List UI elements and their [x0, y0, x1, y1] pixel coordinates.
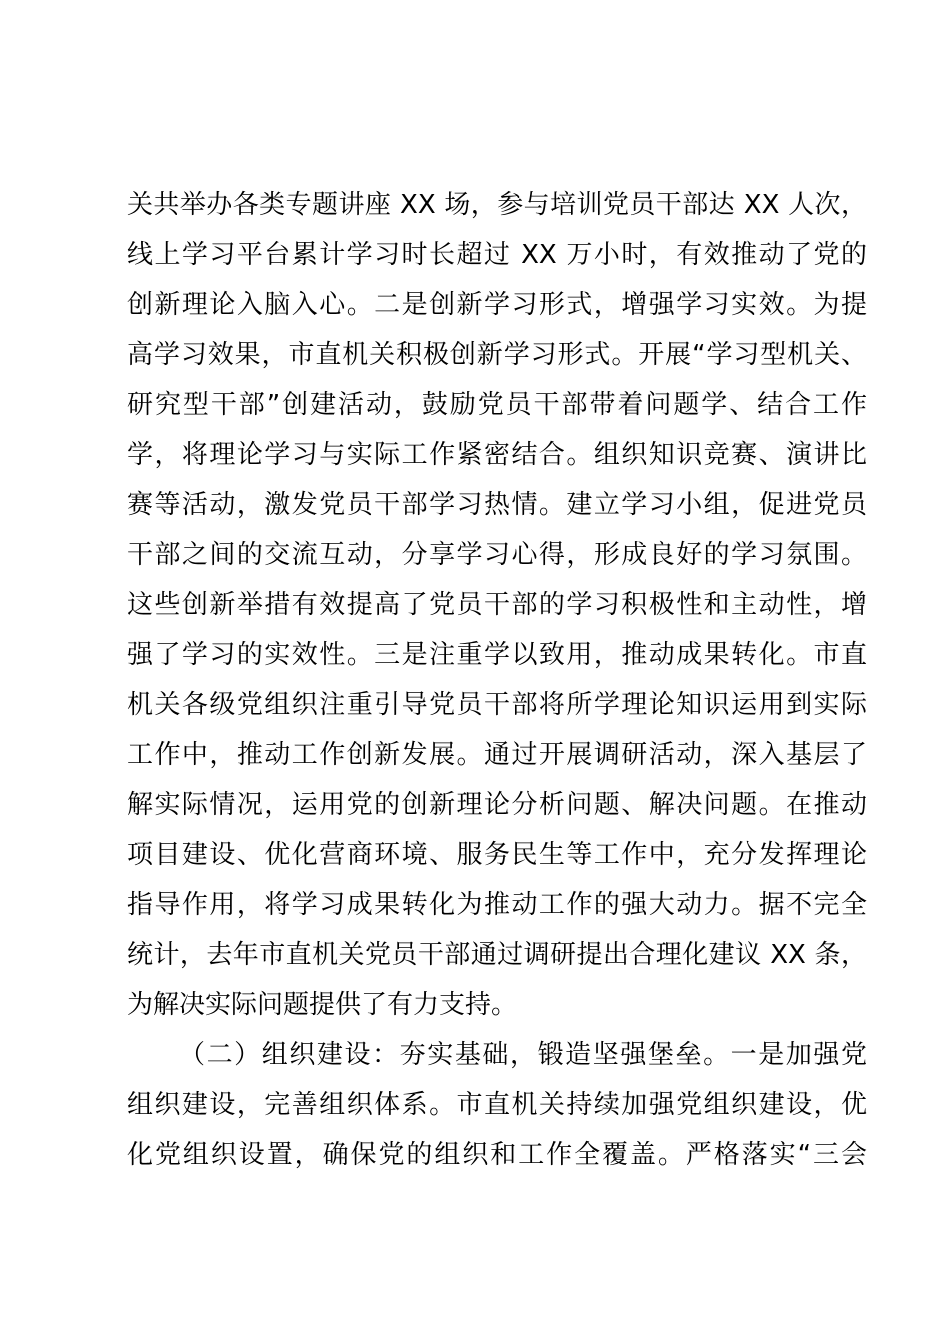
text-line: 组织建设，完善组织体系。市直机关持续加强党组织建设，优: [127, 1090, 867, 1120]
text-line: 学，将理论学习与实际工作紧密结合。组织知识竞赛、演讲比: [127, 440, 867, 470]
text-line: 干部之间的交流互动，分享学习心得，形成良好的学习氛围。: [127, 540, 867, 570]
text-line: 化党组织设置，确保党的组织和工作全覆盖。严格落实“三会: [127, 1140, 867, 1170]
text-line: 解实际情况，运用党的创新理论分析问题、解决问题。在推动: [127, 790, 867, 820]
text-line: 项目建设、优化营商环境、服务民生等工作中，充分发挥理论: [127, 840, 867, 870]
text-line: 统计，去年市直机关党员干部通过调研提出合理化建议 XX 条，: [127, 940, 867, 970]
text-line: 赛等活动，激发党员干部学习热情。建立学习小组，促进党员: [127, 490, 867, 520]
text-line: 强了学习的实效性。三是注重学以致用，推动成果转化。市直: [127, 640, 867, 670]
text-line: 这些创新举措有效提高了党员干部的学习积极性和主动性，增: [127, 590, 867, 620]
section-heading-line: （二）组织建设：夯实基础，锻造坚强堡垒。一是加强党: [179, 1040, 867, 1070]
text-line: 指导作用，将学习成果转化为推动工作的强大动力。据不完全: [127, 890, 867, 920]
text-line: 高学习效果，市直机关积极创新学习形式。开展“学习型机关、: [127, 340, 867, 370]
body-text: [127, 180, 867, 1180]
text-line: 线上学习平台累计学习时长超过 XX 万小时，有效推动了党的: [127, 240, 867, 270]
paragraph-end-line: 为解决实际问题提供了有力支持。: [127, 990, 518, 1020]
text-line: 机关各级党组织注重引导党员干部将所学理论知识运用到实际: [127, 690, 867, 720]
text-line: 关共举办各类专题讲座 XX 场，参与培训党员干部达 XX 人次，: [127, 190, 867, 220]
text-line: 研究型干部”创建活动，鼓励党员干部带着问题学、结合工作: [127, 390, 867, 420]
text-line: 工作中，推动工作创新发展。通过开展调研活动，深入基层了: [127, 740, 867, 770]
text-line: 创新理论入脑入心。二是创新学习形式，增强学习实效。为提: [127, 290, 867, 320]
